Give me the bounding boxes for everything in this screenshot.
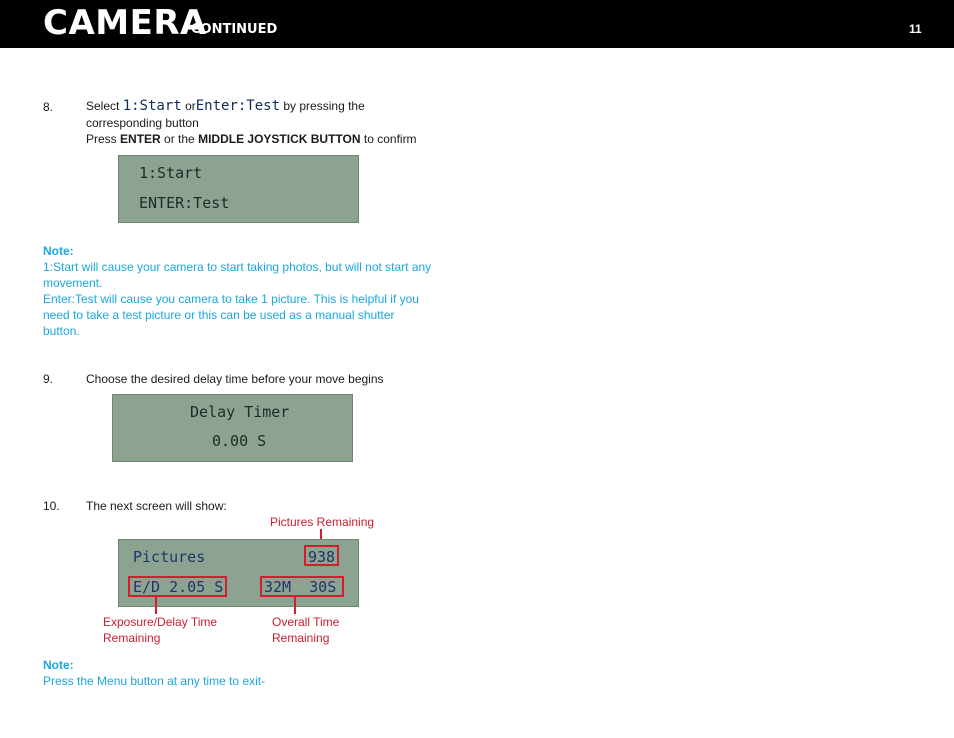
- callout-overall-line-1: Overall Time: [272, 615, 340, 629]
- note-1-para-2: Enter:Test will cause you camera to take 1 picture. This is helpful if you need to take a test picture or this can be used as a manual shutter button.: [43, 292, 419, 338]
- callout-exposure-line-2: Remaining: [103, 631, 161, 645]
- callout-line-overall: [294, 596, 296, 614]
- note-2-text: Press the Menu button at any time to exit-: [43, 674, 266, 688]
- step-8-confirm-text: to confirm: [363, 132, 417, 146]
- step-8-option-test: Enter:Test: [195, 98, 281, 114]
- lcd-start-line-2: ENTER:Test: [139, 194, 230, 212]
- page-number: 11: [909, 22, 922, 36]
- lcd-delay-line-1: Delay Timer: [190, 403, 290, 421]
- lcd-pictures-count: 938: [308, 548, 336, 566]
- step-9-number: 9.: [43, 372, 54, 386]
- highlight-overall-time: [260, 576, 344, 597]
- note-1-para-1: 1:Start will cause your camera to start taking photos, but will not start any movement.: [43, 260, 432, 290]
- step-8-line-1: [86, 98, 406, 114]
- note-2-heading: Note:: [43, 658, 74, 672]
- step-8-enter-word: ENTER: [120, 132, 161, 146]
- step-8-middle-word: MIDDLE JOYSTICK BUTTON: [198, 132, 361, 146]
- lcd-delay-line-2: 0.00 S: [212, 432, 267, 450]
- lcd-exposure-delay: E/D 2.05 S: [133, 578, 224, 596]
- step-8-option-start: 1:Start: [122, 98, 182, 114]
- step-8-select-word: Select: [86, 99, 120, 113]
- step-8-press-word: Press: [86, 132, 117, 146]
- lcd-overall-time: 32M 30S: [264, 578, 337, 596]
- step-8-number: 8.: [43, 100, 54, 114]
- page-subtitle: CONTINUED: [191, 22, 278, 37]
- callout-overall-line-2: Remaining: [272, 631, 330, 645]
- step-8-line-3: [86, 131, 417, 147]
- highlight-pictures-count: [304, 545, 339, 566]
- callout-line-exposure: [155, 596, 157, 614]
- lcd-delay-timer: [112, 394, 353, 462]
- step-10-number: 10.: [43, 499, 60, 513]
- lcd-start-line-1: 1:Start: [139, 164, 203, 182]
- page-title: CAMERA: [43, 3, 207, 43]
- highlight-exposure-delay: [128, 576, 227, 597]
- step-8-or-word: or: [185, 99, 196, 113]
- step-9-text: Choose the desired delay time before your move begins: [86, 372, 384, 386]
- lcd-start-menu: [118, 155, 359, 223]
- step-8-or-the: or the: [164, 132, 195, 146]
- header-bar: [0, 0, 954, 48]
- step-8-line-1-end: by pressing the: [283, 99, 365, 113]
- callout-exposure-line-1: Exposure/Delay Time: [103, 615, 218, 629]
- callout-pictures-remaining: Pictures Remaining: [270, 515, 375, 529]
- step-8-line-2: corresponding button: [86, 116, 199, 130]
- step-10-text: The next screen will show:: [86, 499, 227, 513]
- note-1-heading: Note:: [43, 244, 74, 258]
- lcd-pictures-label: Pictures: [133, 548, 206, 566]
